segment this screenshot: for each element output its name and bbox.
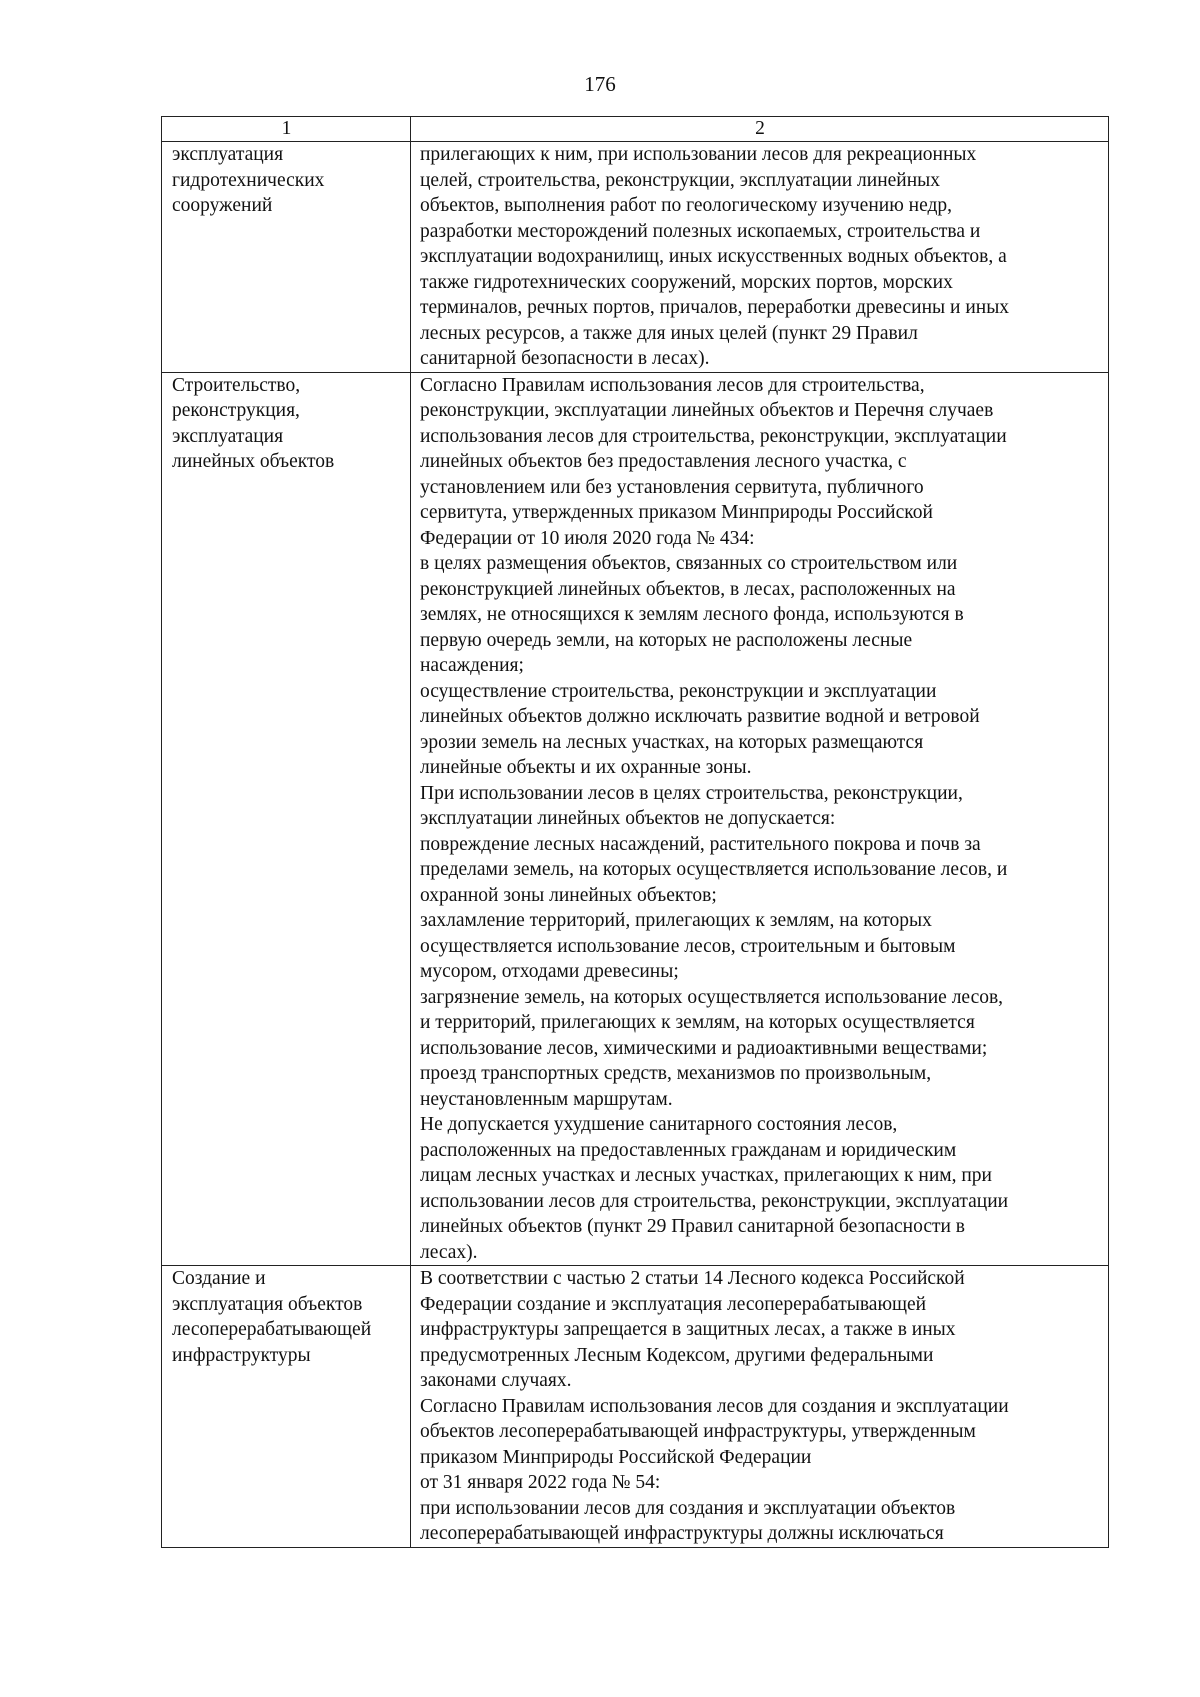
text-line: Создание и [172,1268,266,1289]
activity-type-cell [162,142,411,373]
text-line: эрозии земель на лесных участках, на которых размещаются [420,731,924,753]
text-line: эксплуатации линейных объектов не допускается: [420,808,836,829]
text-line: Строительство, [172,374,301,396]
text-line: линейных объектов [172,451,335,472]
page-number: 176 [584,72,616,96]
text-line: линейные объекты и их охранные зоны. [420,757,752,778]
text-line: лесах). [420,1241,478,1263]
text-line: также гидротехнических сооружений, морских портов, морских [420,271,953,293]
text-line: эксплуатации водохранилищ, иных искусственных водных объектов, а [420,246,1007,267]
text-line: инфраструктуры запрещается в защитных лесах, а также в иных [420,1319,956,1340]
text-line: повреждение лесных насаждений, растительного покрова и почв за [420,833,981,855]
text-line: осуществление строительства, реконструкции и эксплуатации [420,680,937,702]
text-line: сервитута, утвержденных приказом Минприроды Российской [420,502,933,523]
text-line: насаждения; [420,655,524,676]
text-line: использования лесов для строительства, реконструкции, эксплуатации [420,425,1007,447]
text-line: первую очередь земли, на которых не расположены лесные [420,629,913,651]
text-line: целей, строительства, реконструкции, эксплуатации линейных [420,169,941,191]
text-line: объектов, выполнения работ по геологическому изучению недр, [420,195,953,216]
text-line: линейных объектов (пункт 29 Правил санитарной безопасности в [420,1216,966,1237]
text-line: терминалов, речных портов, причалов, переработки древесины и иных [420,297,1010,318]
text-line: эксплуатация [172,144,284,165]
table-row [162,1266,1109,1548]
text-line: землях, не относящихся к землям лесного фонда, используются в [420,604,964,625]
text-line: загрязнение земель, на которых осуществляется использование лесов, [420,986,1004,1008]
text-line: реконструкции, эксплуатации линейных объектов и Перечня случаев [420,400,994,421]
text-line: линейных объектов должно исключать развитие водной и ветровой [420,706,980,727]
text-line: реконструкцией линейных объектов, в лесах, расположенных на [420,578,956,600]
text-line: захламление территорий, прилегающих к землям, на которых [420,910,932,931]
text-line: лесоперерабатывающей [172,1319,372,1340]
requirements-cell [411,372,1109,1266]
requirements-cell [411,142,1109,373]
text-line: и территорий, прилегающих к землям, на которых осуществляется [420,1012,975,1033]
text-line: гидротехнических [172,169,325,191]
text-line: проезд транспортных средств, механизмов по произвольным, [420,1063,932,1084]
text-line: Согласно Правилам использования лесов для создания и эксплуатации [420,1395,1009,1417]
text-line: неустановленным маршрутам. [420,1088,673,1110]
text-line: использование лесов, химическими и радиоактивными веществами; [420,1037,988,1059]
text-line: расположенных на предоставленных гражданам и юридическим [420,1139,957,1161]
table-header-row [162,117,1109,142]
text-line: при использовании лесов для создания и эксплуатации объектов [420,1497,956,1519]
text-line: реконструкция, [172,400,300,421]
text-line: Не допускается ухудшение санитарного состояния лесов, [420,1114,898,1135]
document-table [161,116,1109,1548]
text-line: прилегающих к ним, при использовании лесов для рекреационных [420,144,977,165]
column-header-2: 2 [411,117,1109,142]
text-line: При использовании лесов в целях строительства, реконструкции, [420,782,963,804]
text-line: эксплуатация объектов [172,1293,363,1315]
text-line: разработки месторождений полезных ископаемых, строительства и [420,220,981,242]
column-header-1: 1 [162,117,411,142]
text-line: осуществляется использование лесов, строительным и бытовым [420,935,956,957]
text-line: Федерации создание и эксплуатация лесоперерабатывающей [420,1293,927,1315]
text-line: санитарной безопасности в лесах). [420,348,710,369]
text-line: законами случаях. [420,1370,572,1391]
text-line: В соответствии с частью 2 статьи 14 Лесного кодекса Российской [420,1268,965,1289]
text-line: Согласно Правилам использования лесов для строительства, [420,374,925,396]
text-line: объектов лесоперерабатывающей инфраструктуры, утвержденным [420,1421,976,1442]
text-line: в целях размещения объектов, связанных со строительством или [420,553,958,574]
table-row [162,142,1109,373]
table-body [162,142,1109,1548]
text-line: от 31 января 2022 года № 54: [420,1472,661,1493]
text-line: сооружений [172,195,273,216]
activity-type-cell [162,372,411,1266]
text-line: пределами земель, на которых осуществляется использование лесов, и [420,859,1008,880]
text-line: охранной зоны линейных объектов; [420,884,717,906]
text-line: эксплуатация [172,425,284,447]
text-line: линейных объектов без предоставления лесного участка, с [420,451,907,472]
text-line: мусором, отходами древесины; [420,961,679,982]
text-line: лицам лесных участках и лесных участках, прилегающих к ним, при [420,1165,992,1186]
text-line: инфраструктуры [172,1344,311,1366]
text-line: приказом Минприроды Российской Федерации [420,1446,812,1468]
activity-type-cell [162,1266,411,1548]
requirements-cell [411,1266,1109,1548]
text-line: лесоперерабатывающей инфраструктуры должны исключаться [420,1523,944,1544]
text-line: использовании лесов для строительства, реконструкции, эксплуатации [420,1190,1009,1212]
text-line: лесных ресурсов, а также для иных целей (пункт 29 Правил [420,322,918,344]
text-line: установлением или без установления сервитута, публичного [420,476,924,498]
text-line: Федерации от 10 июля 2020 года № 434: [420,527,755,549]
table-row [162,372,1109,1266]
text-line: предусмотренных Лесным Кодексом, другими федеральными [420,1344,934,1366]
